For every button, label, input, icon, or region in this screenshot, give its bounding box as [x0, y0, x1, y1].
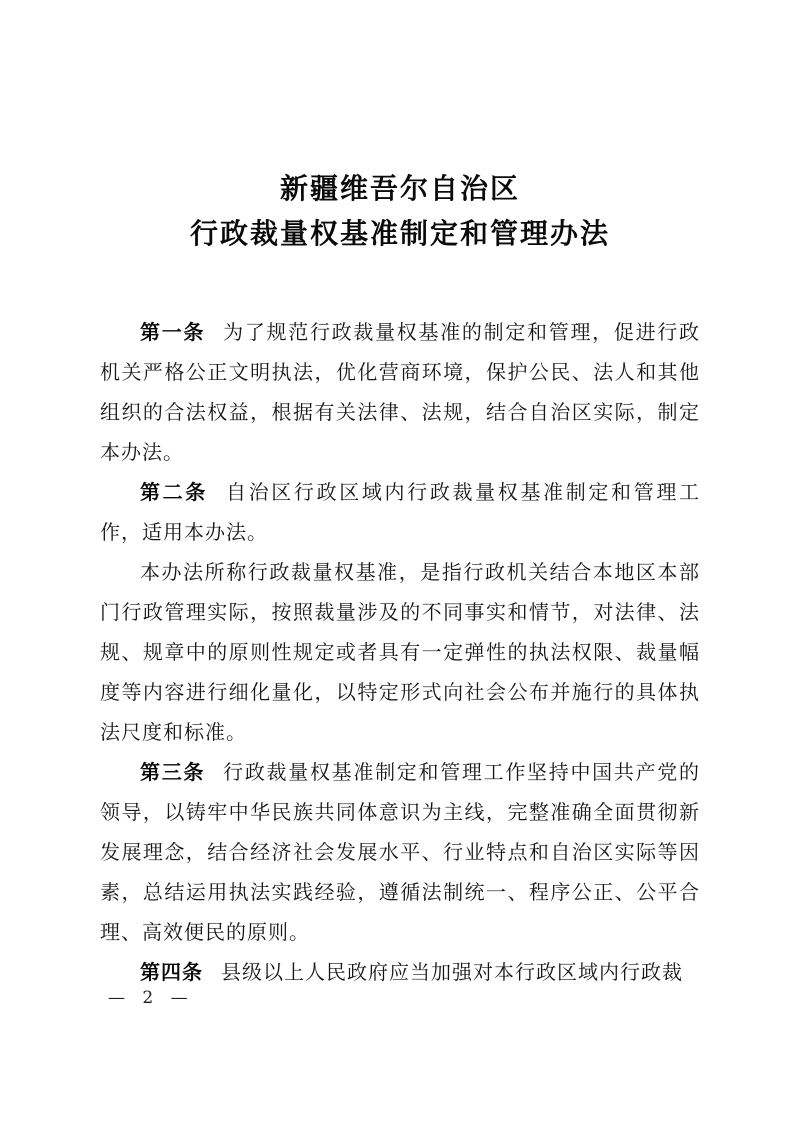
document-title-line-2: 行政裁量权基准制定和管理办法 — [189, 217, 610, 250]
article-3-text: 行政裁量权基准制定和管理工作坚持中国共产党的领导，以铸牢中华民族共同体意识为主线，完整准确全面贯彻新发展理念，结合经济社会发展水平、行业特点和自治区实际等因素，总结运用执法实践经验，遵循法制统一、程序公正、公平合理、高效便民的原则。 — [100, 760, 700, 944]
article-4-label: 第四条 — [140, 960, 203, 984]
document-title — [100, 166, 700, 256]
paragraph-article-4 — [100, 952, 700, 992]
document-body — [100, 312, 700, 992]
article-1-label: 第一条 — [140, 320, 206, 344]
article-1-text: 为了规范行政裁量权基准的制定和管理，促进行政机关严格公正文明执法，优化营商环境，保护公民、法人和其他组织的合法权益，根据有关法律、法规，结合自治区实际，制定本办法。 — [100, 320, 700, 464]
paragraph-article-1 — [100, 312, 700, 472]
paragraph-article-2-definition — [100, 552, 700, 752]
article-4-text: 县级以上人民政府应当加强对本行政区域内行政裁 — [221, 960, 683, 984]
page-number: — 2 — — [108, 988, 190, 1008]
article-2-text: 自治区行政区域内行政裁量权基准制定和管理工作，适用本办法。 — [100, 480, 701, 544]
definition-paragraph-text: 本办法所称行政裁量权基准，是指行政机关结合本地区本部门行政管理实际，按照裁量涉及的不同事实和情节，对法律、法规、规章中的原则性规定或者具有一定弹性的执法权限、裁量幅度等内容进行细化量化，以特定形式向社会公布并施行的具体执法尺度和标准。 — [100, 560, 700, 744]
document-title-line-1: 新疆维吾尔自治区 — [279, 172, 520, 205]
paragraph-article-3 — [100, 752, 700, 952]
article-3-label: 第三条 — [140, 760, 206, 784]
article-2-label: 第二条 — [140, 480, 208, 504]
paragraph-article-2 — [100, 472, 700, 552]
